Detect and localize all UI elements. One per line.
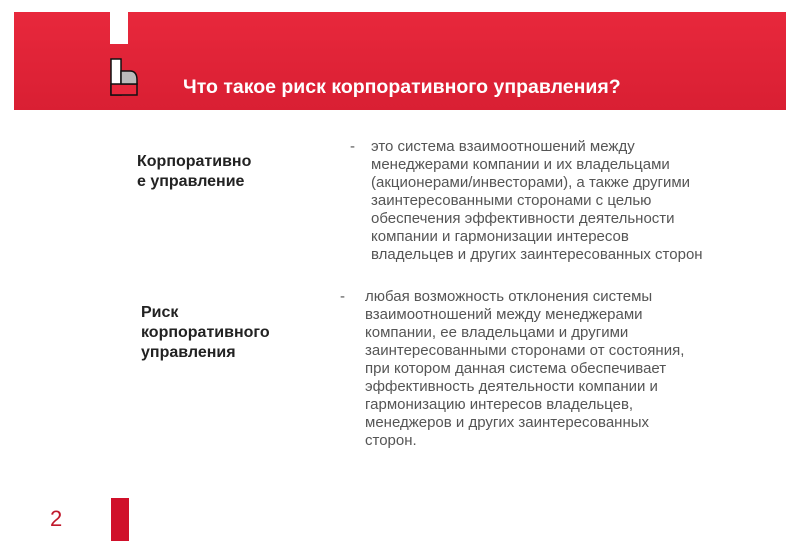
logo-icon <box>110 58 138 96</box>
dash: - <box>350 138 355 155</box>
page-number: 2 <box>50 506 63 531</box>
term-corporate-governance: Корпоративно е управление <box>137 153 252 190</box>
header-notch <box>110 12 128 44</box>
term-governance-risk: Риск корпоративного управления <box>141 304 270 361</box>
dash: - <box>340 288 345 305</box>
slide-title: Что такое риск корпоративного управления? <box>183 76 621 98</box>
footer-mark <box>111 498 129 541</box>
definition-governance-risk: любая возможность отклонения системы взаимоотношений между менеджерами компании, ее владельцами и другими заинтересованными сторонами от состояния, при котором данная система обеспечивает эффективность деятельности компании и гармонизацию интересов владельцев, менеджеров и других заинтересованных сторон. <box>365 288 685 449</box>
definition-corporate-governance: это система взаимоотношений между менеджерами компании и их владельцами (акционерами/инвесторами), а также другими заинтересованными сторонами с целью обеспечения эффективности деятельности компании и гармонизации интересов владельцев и других заинтересованных сторон <box>371 138 703 263</box>
